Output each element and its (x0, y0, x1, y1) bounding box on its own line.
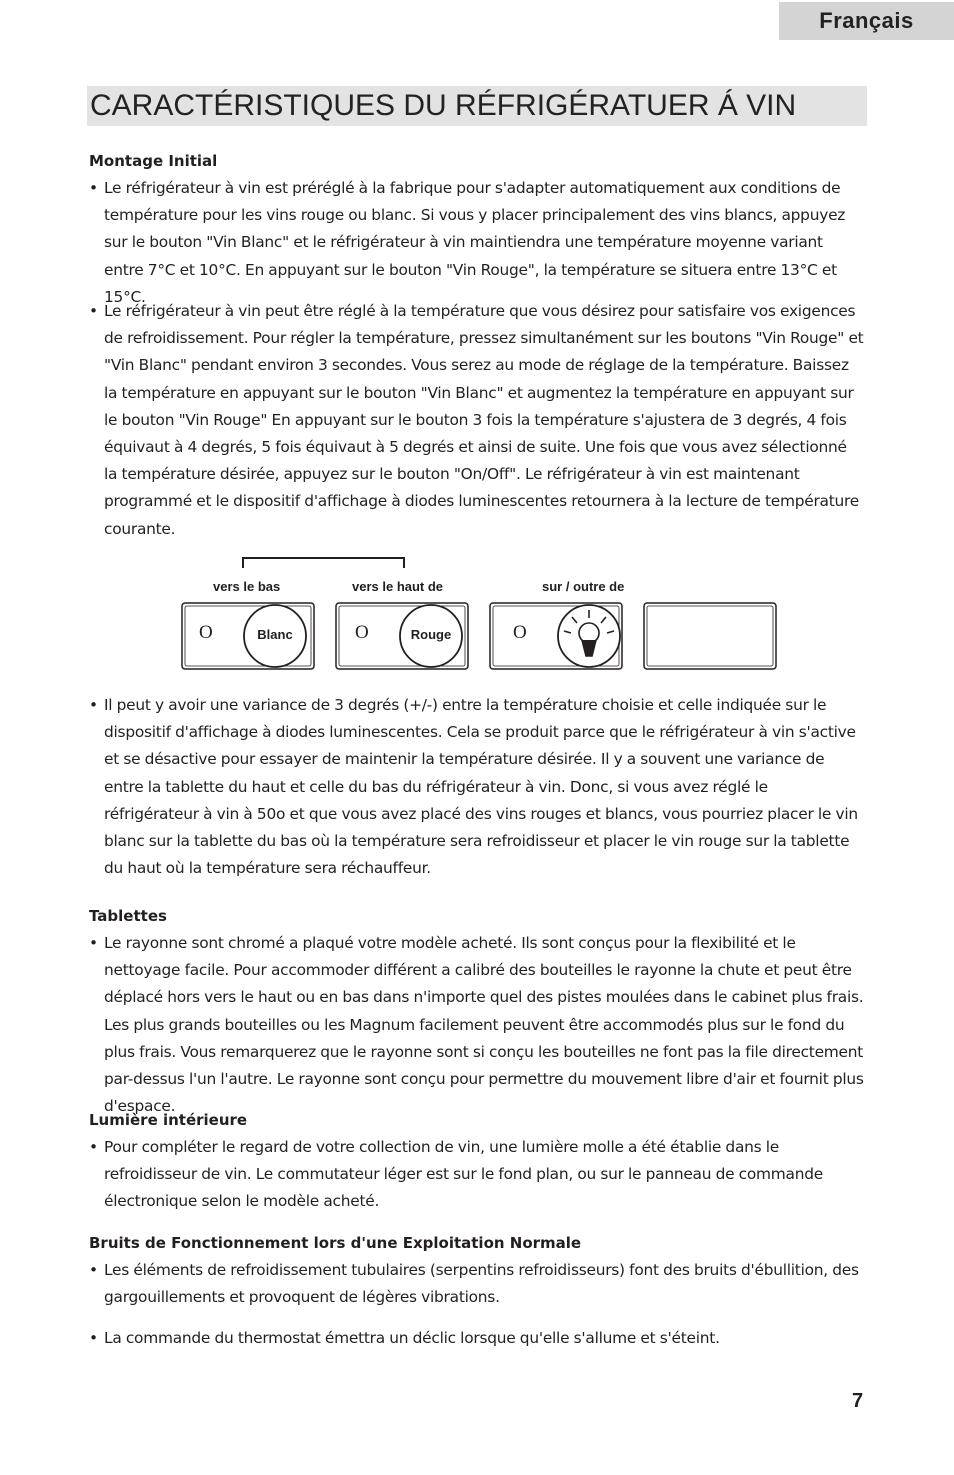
paragraph-text: Le réfrigérateur à vin est préréglé à la fabrique pour s'adapter automatiquement aux conditions de température pour les vins rouge ou blanc. Si vous y placer principalement des vins blancs, appuyez sur le bouton "Vin Blanc" et le réfrigérateur à vin maintiendra une température moyenne variant entre 7°C et 10°C. En appuyant sur le bouton "Vin Rouge", la température se situera entre 13°C et 15°C. (104, 179, 846, 306)
heading-lumiere: Lumière intérieure (89, 1111, 248, 1129)
indicator-rouge: O (355, 622, 369, 643)
label-down: vers le bas (213, 579, 281, 594)
indicator-blanc: O (199, 622, 213, 643)
paragraph-montage-adjust: • Le réfrigérateur à vin peut être réglé à la température que vous désirez pour satisfaire vos exigences de refroidissement. Pour régler la température, pressez simultanément sur les boutons "Vin Rouge" et "Vin Blanc" pendant environ 3 secondes. Vous serez au mode de réglage de la température. Baissez la température en appuyant sur le bouton "Vin Blanc" et augmentez la température en appuyant sur le bouton "Vin Rouge" En appuyant sur le bouton 3 fois la température s'ajustera de 3 degrés, 4 fois équivaut à 4 degrés, 5 fois équivaut à 5 degrés et ainsi de suite. Une fois que vous avez sélectionné la température désirée, appuyez sur le bouton "On/Off". Le réfrigérateur à vin est maintenant programmé et le dispositif d'affichage à diodes luminescentes retournera à la lecture de température courante. (89, 302, 864, 538)
bracket-line (243, 558, 404, 568)
heading-tablettes: Tablettes (89, 907, 167, 925)
paragraph-lumiere: • Pour compléter le regard de votre collection de vin, une lumière molle a été établie dans le refroidisseur de vin. Le commutateur léger est sur le fond plan, ou sur le panneau de commande électronique selon le modèle acheté. (89, 1138, 823, 1211)
heading-bruits: Bruits de Fonctionnement lors d'une Exploitation Normale (89, 1234, 582, 1252)
paragraph-text: Pour compléter le regard de votre collection de vin, une lumière molle a été établie dans le refroidisseur de vin. Le commutateur léger est sur le fond plan, ou sur le panneau de commande électronique selon le modèle acheté. (104, 1138, 823, 1211)
paragraph-bruits-1: • Les éléments de refroidissement tubulaires (serpentins refroidisseurs) font des bruits d'ébullition, des gargouillements et provoquent de légères vibrations. (89, 1261, 859, 1307)
blanc-button[interactable]: Blanc (257, 627, 293, 642)
paragraph-text: Les éléments de refroidissement tubulaires (serpentins refroidisseurs) font des bruits d'ébullition, des gargouillements et provoquent de légères vibrations. (104, 1261, 859, 1307)
heading-montage-initial: Montage Initial (89, 152, 218, 170)
indicator-onoff: O (513, 622, 527, 643)
control-panel-drawing (180, 555, 780, 675)
display-frame (644, 603, 776, 669)
page-title: CARACTÉRISTIQUES DU RÉFRIGÉRATUER Á VIN (90, 89, 797, 122)
title-bar (87, 86, 867, 126)
language-tab: Français (779, 2, 954, 40)
paragraph-text: La commande du thermostat émettra un déclic lorsque qu'elle s'allume et s'éteint. (104, 1329, 720, 1347)
paragraph-text: Le rayonne sont chromé a plaqué votre modèle acheté. Ils sont conçus pour la flexibilité et le nettoyage facile. Pour accommoder différent a calibré des bouteilles le rayonne la chute et peut être déplacé hors vers le haut ou en bas dans n'importe quel des pistes moulées dans le cabinet plus frais. Les plus grands bouteilles ou les Magnum facilement peuvent être accommodés plus sur le fond du plus frais. Vous remarquerez que le rayonne sont si conçu les bouteilles ne font pas la file directement par-dessus l'un l'autre. Le rayonne sont conçu pour permettre du mouvement libre d'air et fournit plus d'espace. (104, 934, 864, 1116)
paragraph-bruits-2: • La commande du thermostat émettra un déclic lorsque qu'elle s'allume et s'éteint. (89, 1329, 720, 1347)
label-onoff: sur / outre de (542, 579, 625, 594)
page-number: 7 (852, 1390, 864, 1412)
paragraph-variance: • Il peut y avoir une variance de 3 degrés (+/-) entre la température choisie et celle indiquée sur le dispositif d'affichage à diodes luminescentes. Cela se produit parce que le réfrigérateur à vin s'active et se désactive pour essayer de maintenir la température désirée. Il y a souvent une variance de entre la tablette du haut et celle du bas du réfrigérateur à vin. Donc, si vous avez réglé le réfrigérateur à vin à 50o et que vous avez placé des vins rouges et blancs, vous pourriez placer le vin blanc sur la tablette du bas où la température sera refroidisseur et placer le vin rouge sur la tablette du haut où la température sera réchauffeur. (89, 696, 858, 878)
paragraph-tablettes: • Le rayonne sont chromé a plaqué votre modèle acheté. Ils sont conçus pour la flexibilité et le nettoyage facile. Pour accommoder différent a calibré des bouteilles le rayonne la chute et peut être déplacé hors vers le haut ou en bas dans n'importe quel des pistes moulées dans le cabinet plus frais. Les plus grands bouteilles ou les Magnum facilement peuvent être accommodés plus sur le fond du plus frais. Vous remarquerez que le rayonne sont si conçu les bouteilles ne font pas la file directement par-dessus l'un l'autre. Le rayonne sont conçu pour permettre du mouvement libre d'air et fournit plus d'espace. (89, 934, 864, 1116)
paragraph-text: Il peut y avoir une variance de 3 degrés (+/-) entre la température choisie et celle indiquée sur le dispositif d'affichage à diodes luminescentes. Cela se produit parce que le réfrigérateur à vin s'active et se désactive pour essayer de maintenir la température désirée. Il y a souvent une variance de entre la tablette du haut et celle du bas du réfrigérateur à vin. Donc, si vous avez réglé le réfrigérateur à vin à 50o et que vous avez placé des vins rouges et blancs, vous pourriez placer le vin blanc sur la tablette du bas où la température sera refroidisseur et placer le vin rouge sur la tablette du haut où la température sera réchauffeur. (104, 696, 858, 878)
rouge-button[interactable]: Rouge (410, 627, 452, 642)
label-up: vers le haut de (352, 579, 444, 594)
paragraph-text: Le réfrigérateur à vin peut être réglé à la température que vous désirez pour satisfaire vos exigences de refroidissement. Pour régler la température, pressez simultanément sur les boutons "Vin Rouge" et "Vin Blanc" pendant environ 3 secondes. Vous serez au mode de réglage de la température. Baissez la température en appuyant sur le bouton "Vin Blanc" et augmentez la température en appuyant sur le bouton "Vin Rouge" En appuyant sur le bouton 3 fois la température s'ajustera de 3 degrés, 4 fois équivaut à 4 degrés, 5 fois équivaut à 5 degrés et ainsi de suite. Une fois que vous avez sélectionné la température désirée, appuyez sur le bouton "On/Off". Le réfrigérateur à vin est maintenant programmé et le dispositif d'affichage à diodes luminescentes retournera à la lecture de température courante. (104, 302, 864, 538)
paragraph-montage-preset: • Le réfrigérateur à vin est préréglé à la fabrique pour s'adapter automatiquement aux conditions de température pour les vins rouge ou blanc. Si vous y placer principalement des vins blancs, appuyez sur le bouton "Vin Blanc" et le réfrigérateur à vin maintiendra une température moyenne variant entre 7°C et 10°C. En appuyant sur le bouton "Vin Rouge", la température se situera entre 13°C et 15°C. (89, 179, 846, 306)
control-panel-diagram (180, 555, 780, 675)
